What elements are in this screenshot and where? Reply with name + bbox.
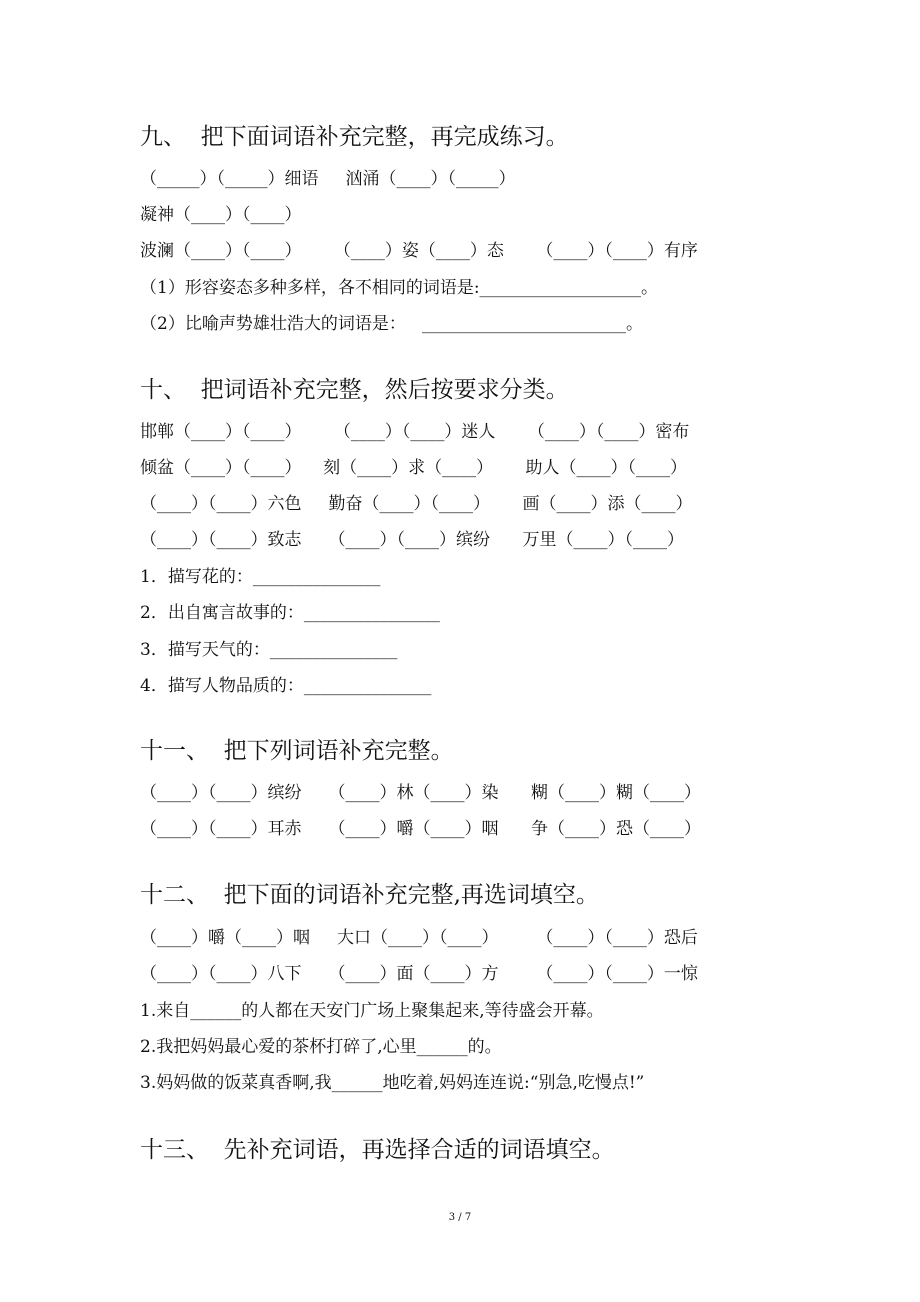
section-12-row-1: （____）嚼（____）咽 大口（____）（____） （____）（____）恐后	[140, 928, 698, 948]
section-9-question-2: （2）比喻声势雄壮浩大的词语是： ________________________。	[140, 314, 644, 334]
section-10-row-1: 邯郸（____）（____） （____）（____）迷人 （____）（____）密布	[140, 422, 690, 442]
section-9-row-2: 凝神（____）（____）	[140, 205, 302, 225]
section-10-row-3: （____）（____）六色 勤奋（____）（____） 画（____）添（____）	[140, 494, 693, 514]
section-12-title: 十二、 把下面的词语补充完整,再选词填空。	[140, 882, 599, 908]
section-13-title: 十三、 先补充词语，再选择合适的词语填空。	[140, 1137, 615, 1163]
section-11-row-1: （____）（____）缤纷 （____）林（____）染 糊（____）糊（____）	[140, 783, 701, 803]
page-number: 3 / 7	[448, 1212, 472, 1223]
section-12-question-2: 2.我把妈妈最心爱的茶杯打碎了,心里______的。	[140, 1037, 502, 1057]
section-9-question-1: （1）形容姿态多种多样，各不相同的词语是:___________________。	[140, 278, 659, 298]
section-10-row-2: 倾盆（____）（____） 刻（____）求（____） 助人（____）（____）	[140, 458, 688, 478]
section-10-question-3: 3．描写天气的：_______________	[140, 640, 398, 660]
section-12-question-3: 3.妈妈做的饭菜真香啊,我______地吃着,妈妈连连说:“别急,吃慢点!”	[140, 1073, 645, 1093]
section-12-row-2: （____）（____）八下 （____）面（____）方 （____）（____）一惊	[140, 964, 698, 984]
section-10-title: 十、 把词语补充完整，然后按要求分类。	[140, 377, 569, 403]
section-9-row-3: 波澜（____）（____） （____）姿（____）态 （____）（____）有序	[140, 241, 698, 261]
section-10-row-4: （____）（____）致志 （____）（____）缤纷 万里（____）（____）	[140, 530, 684, 550]
section-10-question-1: 1．描写花的：_______________	[140, 567, 381, 587]
section-9-row-1: （_____）（_____）细语 汹涌（____）（_____）	[140, 169, 516, 189]
section-12-question-1: 1.来自______的人都在天安门广场上聚集起来,等待盛会开幕。	[140, 1001, 604, 1021]
section-11-row-2: （____）（____）耳赤 （____）嚼（____）咽 争（____）恐（____）	[140, 819, 701, 839]
section-10-question-4: 4．描写人物品质的：_______________	[140, 676, 432, 696]
section-9-title: 九、 把下面词语补充完整，再完成练习。	[140, 124, 569, 150]
section-10-question-2: 2．出自寓言故事的：________________	[140, 603, 440, 623]
section-11-title: 十一、 把下列词语补充完整。	[140, 738, 454, 764]
